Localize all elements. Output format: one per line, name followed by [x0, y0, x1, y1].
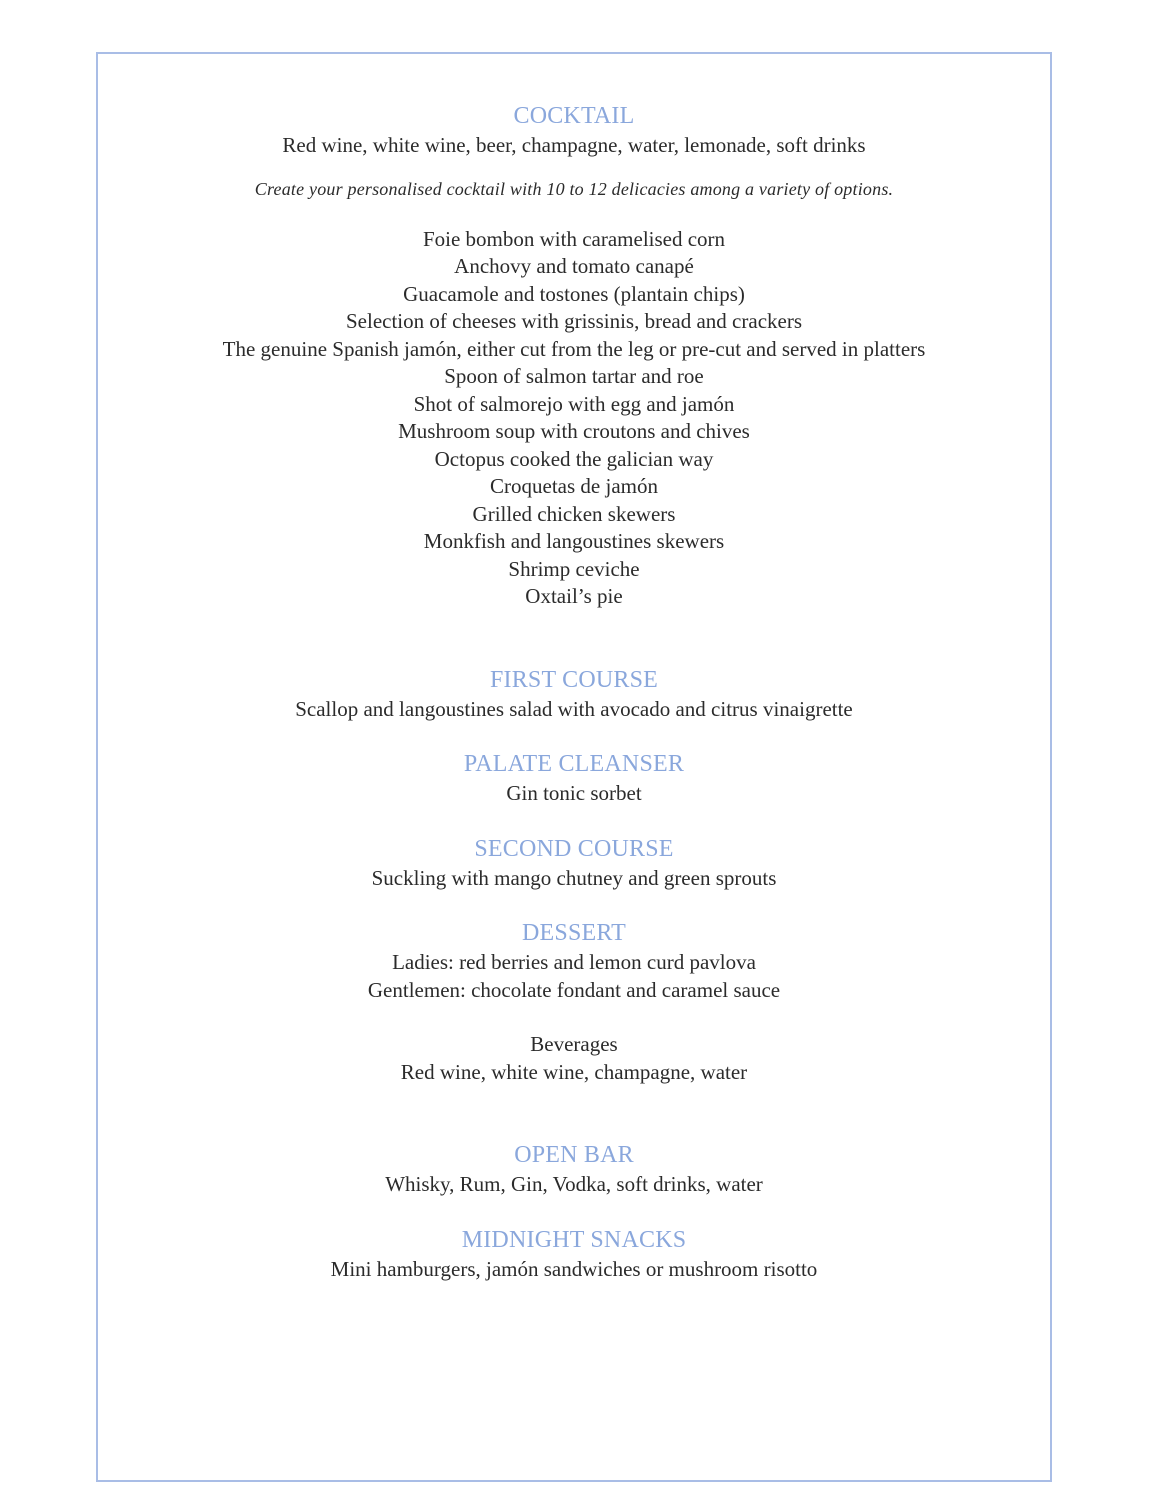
cocktail-item: Croquetas de jamón — [490, 474, 658, 498]
open-bar-text: Whisky, Rum, Gin, Vodka, soft drinks, water — [385, 1172, 763, 1196]
cocktail-item: Mushroom soup with croutons and chives — [398, 419, 750, 443]
cocktail-item: Shot of salmorejo with egg and jamón — [413, 391, 735, 416]
palate-cleanser-section — [98, 750, 1050, 808]
first-course-section — [98, 666, 1050, 724]
midnight-snacks-text: Mini hamburgers, jamón sandwiches or mushroom risotto — [330, 1256, 818, 1281]
cocktail-item: Foie bombon with caramelised corn — [422, 226, 726, 251]
cocktail-item: Grilled chicken skewers — [472, 501, 676, 526]
cocktail-drinks: Red wine, white wine, beer, champagne, water, lemonade, soft drinks — [282, 133, 866, 157]
first-course-text: Scallop and langoustines salad with avocado and citrus vinaigrette — [295, 696, 853, 721]
cocktail-item: Spoon of salmon tartar and roe — [444, 364, 704, 388]
dessert-section — [98, 919, 1050, 1004]
cocktail-intro: Create your personalised cocktail with 10 to 12 delicacies among a variety of options. — [254, 178, 894, 199]
menu-content — [98, 102, 1050, 1283]
first-course-heading: FIRST COURSE — [489, 666, 658, 693]
cocktail-item: Anchovy and tomato canapé — [454, 254, 694, 278]
beverages-text: Red wine, white wine, champagne, water — [400, 1059, 748, 1084]
cocktail-items-list — [98, 226, 1050, 611]
dessert-gentlemen: Gentlemen: chocolate fondant and caramel sauce — [367, 977, 781, 1002]
second-course-text: Suckling with mango chutney and green sprouts — [371, 865, 777, 890]
cocktail-item: Guacamole and tostones (plantain chips) — [403, 281, 745, 306]
cocktail-item: Monkfish and langoustines skewers — [423, 529, 725, 553]
cocktail-item: Octopus cooked the galician way — [434, 446, 714, 471]
second-course-section — [98, 835, 1050, 893]
open-bar-heading: OPEN BAR — [514, 1142, 634, 1168]
dessert-ladies: Ladies: red berries and lemon curd pavlova — [392, 950, 756, 974]
palate-cleanser-text: Gin tonic sorbet — [506, 781, 642, 805]
midnight-snacks-section — [98, 1226, 1050, 1284]
cocktail-item: The genuine Spanish jamón, either cut from the leg or pre-cut and served in platters — [222, 336, 926, 361]
beverages-label: Beverages — [530, 1032, 618, 1056]
second-course-heading: SECOND COURSE — [474, 835, 674, 862]
beverages-section — [98, 1031, 1050, 1086]
cocktail-item: Oxtail’s pie — [525, 584, 623, 608]
palate-cleanser-heading: PALATE CLEANSER — [463, 751, 685, 777]
dessert-heading: DESSERT — [522, 920, 626, 946]
open-bar-section — [98, 1141, 1050, 1199]
cocktail-item: Selection of cheeses with grissinis, bread and crackers — [345, 309, 802, 333]
cocktail-heading: COCKTAIL — [513, 103, 635, 129]
midnight-snacks-heading: MIDNIGHT SNACKS — [461, 1226, 687, 1253]
menu-frame — [96, 52, 1052, 1482]
cocktail-item: Shrimp ceviche — [508, 556, 640, 581]
cocktail-section — [98, 102, 1050, 611]
